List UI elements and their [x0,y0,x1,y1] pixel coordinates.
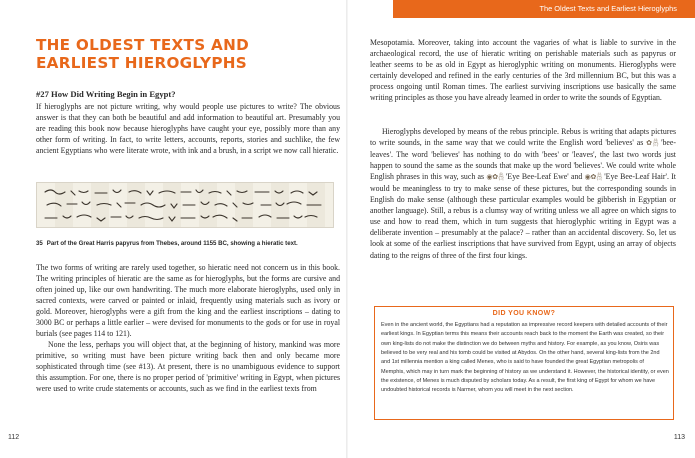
chapter-title [36,36,336,72]
hieratic-script-figure [37,183,334,228]
page-gutter [346,0,348,458]
figure-caption [36,240,340,248]
running-head: The Oldest Texts and Earliest Hieroglyphs [393,0,695,18]
left-paragraph-2: The two forms of writing are rarely used together, so hieratic need not concern us in this book. The writing principles of hieratic are the same as for hieroglyphs, but the forms are cursive and often joined up, like our own handwriting. The much more elaborate hieroglyphs, used only in sacred contexts, were carved or painted or inlaid, frequently using materials such as ivory or gold. Moreover, hieroglyphs were a gift from the king and the earliest inscriptions – dating to 3000 BC or perhaps a little earlier – were devised for monuments to the gods or for use in royal burials (see pages 114 to 121). [36,263,340,339]
caption-text: Part of the Great Harris papyrus from Thebes, around 1155 BC, showing a hieratic text. [46,240,298,247]
right-paragraph-2 [370,126,676,261]
section-heading: #27 How Did Writing Begin in Egypt? [36,89,176,99]
rebus-eye-bee-leaf-hair-glyph: ◉✿𓆣 [584,173,602,182]
right-paragraph-1: Mesopotamia. Moreover, taking into account the vagaries of what is liable to survive in the archaeological record, the use of hieratic writing on perishable materials such as papyrus or leather seems to be as old in Egypt as hieroglyphic writing on monuments. Hieroglyphs were certainly developed and refined in the early centuries of the 3rd millennium BC, but this was a process ongoing until Roman times. The earliest surviving inscriptions use basically the same writing principles as those you have already learned in order to write the sounds of Egyptian. [370,38,676,103]
chapter-title-line2: EARLIEST HIEROGLYPHS [36,54,248,72]
right-paragraph-2-part-b: 'bee-leaves'. The word 'believes' has nothing to do with 'bees' or 'leaves', the last two words just happen to sound the same as the sounds that make up the word 'believes'. We could write whole English phrases in this way, such as [370,138,676,182]
right-paragraph-2-part-a: Hieroglyphs developed by means of the rebus principle. Rebus is writing that adapts pictures to write sounds, in the same way that we could write the English word 'believes' as [370,127,676,148]
callout-title: DID YOU KNOW? [492,310,556,317]
page-number-left: 112 [8,434,20,441]
page-number-right: 113 [673,434,685,441]
callout-body: Even in the ancient world, the Egyptians had a reputation as impressive record keepers with detailed accounts of their earliest kings. In Egyptian terms this means their accounts reach back to the moment the Earth was created, so their own king-lists do not make the distinction we do between myths and history. For example, as you know, Osiris was believed to be very real and his tomb could be visited at Abydos. On the other hand, several king-lists from the 2nd and 1st millennia mention a king called Menes, who is said to have founded the great Egyptian metropolis of Memphis, which may in turn mark the beginning of history as we understand it. However, the historical identity, or even the existence, of Menes is much disputed by scholars today. As a result, the first king of Egypt for whom we have undoubted historical records is Narmer, whom you will meet in the next section. [381,322,669,394]
chapter-title-line1: THE OLDEST TEXTS AND [36,36,249,54]
right-paragraph-2-part-d: 'Eye Bee-Leaf Hair'. It would be meaningless to try to make sense of these pictures, but the corresponding sounds in English do make sense (although these particular examples would be gibberish in Egyptian or another language). Still, a rebus is a clumsy way of writing unless we all agree on which signs to use and how to read them, which in turn suggests that hieroglyphic writing in Egypt was a deliberate invention – presumably at the palace? – rather than an accidental discovery. So, let us look at some of the earliest inscriptions that have survived from Egypt, using an array of objects dating to the reigns of three of the first four kings. [370,172,676,260]
caption-number: 35 [36,240,43,247]
did-you-know-box [374,306,674,420]
left-paragraph-3: None the less, perhaps you will object that, at the beginning of history, mankind was more primitive, so writing must have been picture writing back then and only became more sophisticated through time (see #13). At present, there is no unambiguous evidence to support this assumption. For one, there is no proper period of 'primitive' writing in Egypt, when pictures were used to write crude statements or accounts, such as we find in the earliest texts from [36,340,340,394]
papyrus-image [36,182,334,228]
left-paragraph-1: If hieroglyphs are not picture writing, why would people use pictures to write? The obvious answer is that they can both be beautiful and add information to beautiful art. Presumably you are reading this book now because hieroglyphs have caught your eye, possibly more than any other form of writing. In fact, to write letters, accounts, reports, stories and suchlike, the few ancient Egyptians who were literate wrote, with ink and a brush, in a script we now call hieratic. [36,102,340,156]
right-paragraph-2-part-c: 'Eye Bee-Leaf Ewe' and [503,172,585,182]
rebus-bee-leaves-glyph: ✿𓆣 [646,139,659,148]
rebus-eye-bee-leaf-ewe-glyph: ◉✿𓆣 [486,173,504,182]
